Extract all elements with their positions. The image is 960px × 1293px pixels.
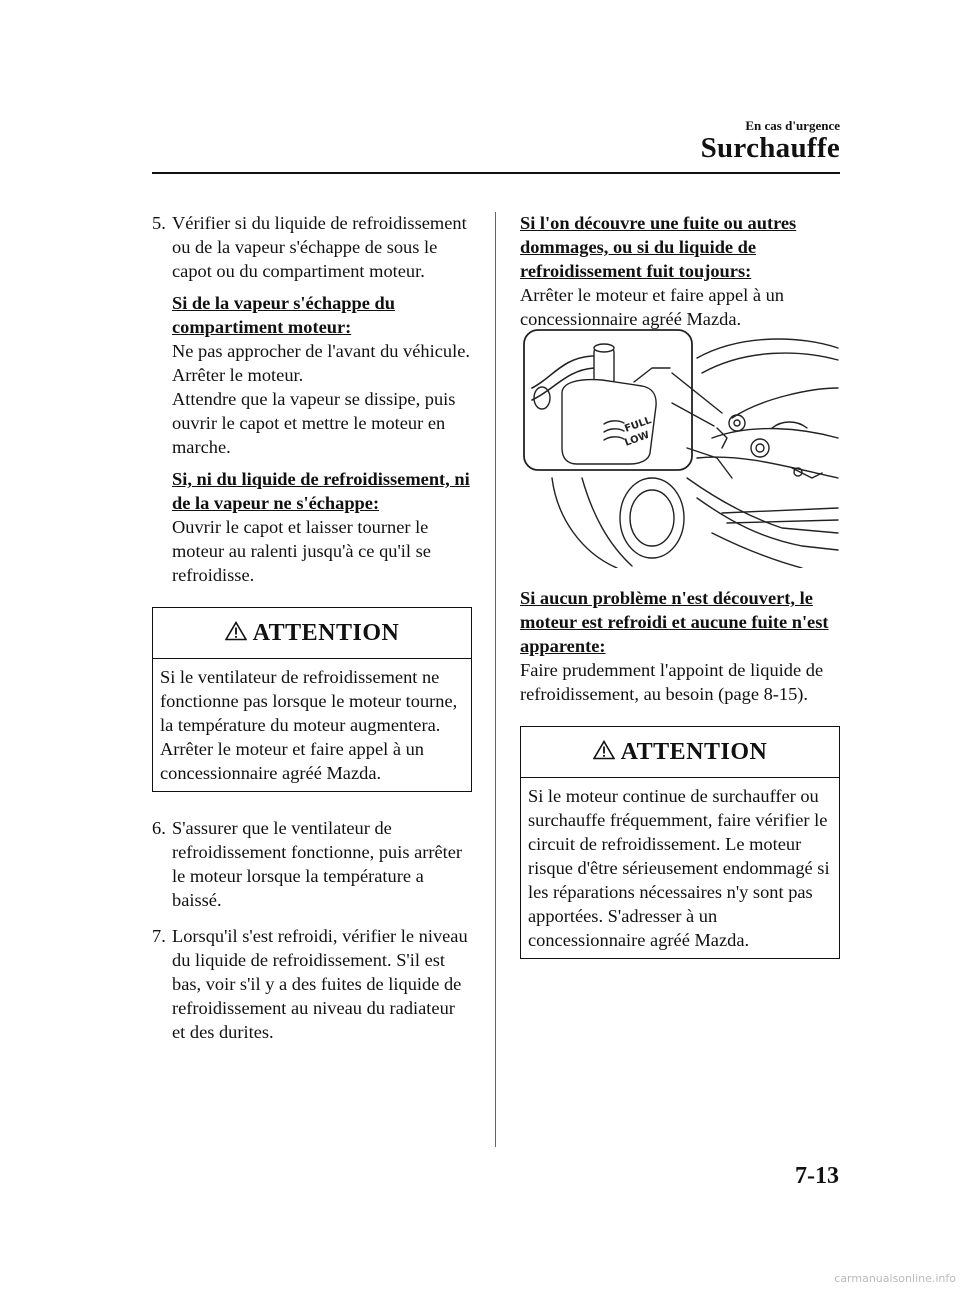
step-6-text: S'assurer que le ventilateur de refroidissement fonctionne, puis arrêter le moteur lorsque la température a baissé. bbox=[172, 818, 463, 910]
left-column bbox=[152, 211, 472, 1044]
warning-box-fan-text: Si le ventilateur de refroidissement ne fonctionne pas lorsque le moteur tourne, la température du moteur augmentera. Arrêter le moteur et faire appel à un concessionnaire agréé Mazda. bbox=[160, 667, 458, 783]
step-5 bbox=[152, 211, 472, 587]
warning-box-overheat bbox=[520, 726, 840, 959]
full-label: FULL bbox=[623, 415, 654, 435]
warning-triangle-icon bbox=[225, 621, 247, 646]
step-6-number: 6. bbox=[152, 818, 166, 838]
column-divider bbox=[495, 212, 496, 1147]
case-no-steam-heading: Si, ni du liquide de refroidissement, ni de la vapeur ne s'échappe: bbox=[172, 469, 470, 513]
low-label: LOW bbox=[623, 429, 652, 449]
step-7 bbox=[152, 924, 472, 1044]
step-5-number: 5. bbox=[152, 213, 166, 233]
step-6 bbox=[152, 816, 472, 912]
coolant-reservoir-illustration bbox=[522, 328, 840, 568]
header-rule bbox=[152, 172, 840, 174]
warning-box-overheat-title: ATTENTION bbox=[620, 739, 768, 765]
case-steam-line-2: Attendre que la vapeur se dissipe, puis ouvrir le capot et mettre le moteur en marche. bbox=[172, 389, 456, 457]
ok-text: Faire prudemment l'appoint de liquide de refroidissement, au besoin (page 8-15). bbox=[520, 660, 824, 704]
warning-box-overheat-header bbox=[521, 727, 839, 778]
leak-text: Arrêter le moteur et faire appel à un concessionnaire agréé Mazda. bbox=[520, 285, 784, 329]
warning-box-fan-title: ATTENTION bbox=[252, 620, 400, 646]
case-steam-heading: Si de la vapeur s'échappe du compartiment moteur: bbox=[172, 293, 395, 337]
case-steam-line-1: Ne pas approcher de l'avant du véhicule. Arrêter le moteur. bbox=[172, 341, 470, 385]
ok-heading: Si aucun problème n'est découvert, le moteur est refroidi et aucune fuite n'est apparente: bbox=[520, 588, 829, 656]
step-5-text: Vérifier si du liquide de refroidissement ou de la vapeur s'échappe de sous le capot ou du compartiment moteur. bbox=[172, 213, 467, 281]
page-title: Surchauffe bbox=[700, 132, 840, 164]
case-steam bbox=[172, 291, 472, 459]
running-header-section: En cas d'urgence bbox=[745, 118, 840, 133]
step-7-text: Lorsqu'il s'est refroidi, vérifier le niveau du liquide de refroidissement. S'il est bas, voir s'il y a des fuites de liquide de refroidissement au niveau du radiateur et des durites. bbox=[172, 926, 468, 1042]
footer-watermark: carmanualsonline.info bbox=[834, 1272, 956, 1285]
right-column bbox=[520, 211, 840, 959]
step-7-number: 7. bbox=[152, 926, 166, 946]
leak-heading: Si l'on découvre une fuite ou autres dommages, ou si du liquide de refroidissement fuit toujours: bbox=[520, 213, 797, 281]
warning-box-fan bbox=[152, 607, 472, 792]
warning-box-overheat-text: Si le moteur continue de surchauffer ou surchauffe fréquemment, faire vérifier le circuit de refroidissement. Le moteur risque d'être sérieusement endommagé si les réparations nécessaires n'y sont pas apportées. S'adresser à un concessionnaire agréé Mazda. bbox=[528, 786, 830, 950]
warning-box-fan-header bbox=[153, 608, 471, 659]
case-no-steam-text: Ouvrir le capot et laisser tourner le moteur au ralenti jusqu'à ce qu'il se refroidisse. bbox=[172, 517, 431, 585]
page-number: 7-13 bbox=[795, 1163, 839, 1189]
warning-triangle-icon bbox=[593, 740, 615, 765]
case-no-steam bbox=[172, 467, 472, 587]
